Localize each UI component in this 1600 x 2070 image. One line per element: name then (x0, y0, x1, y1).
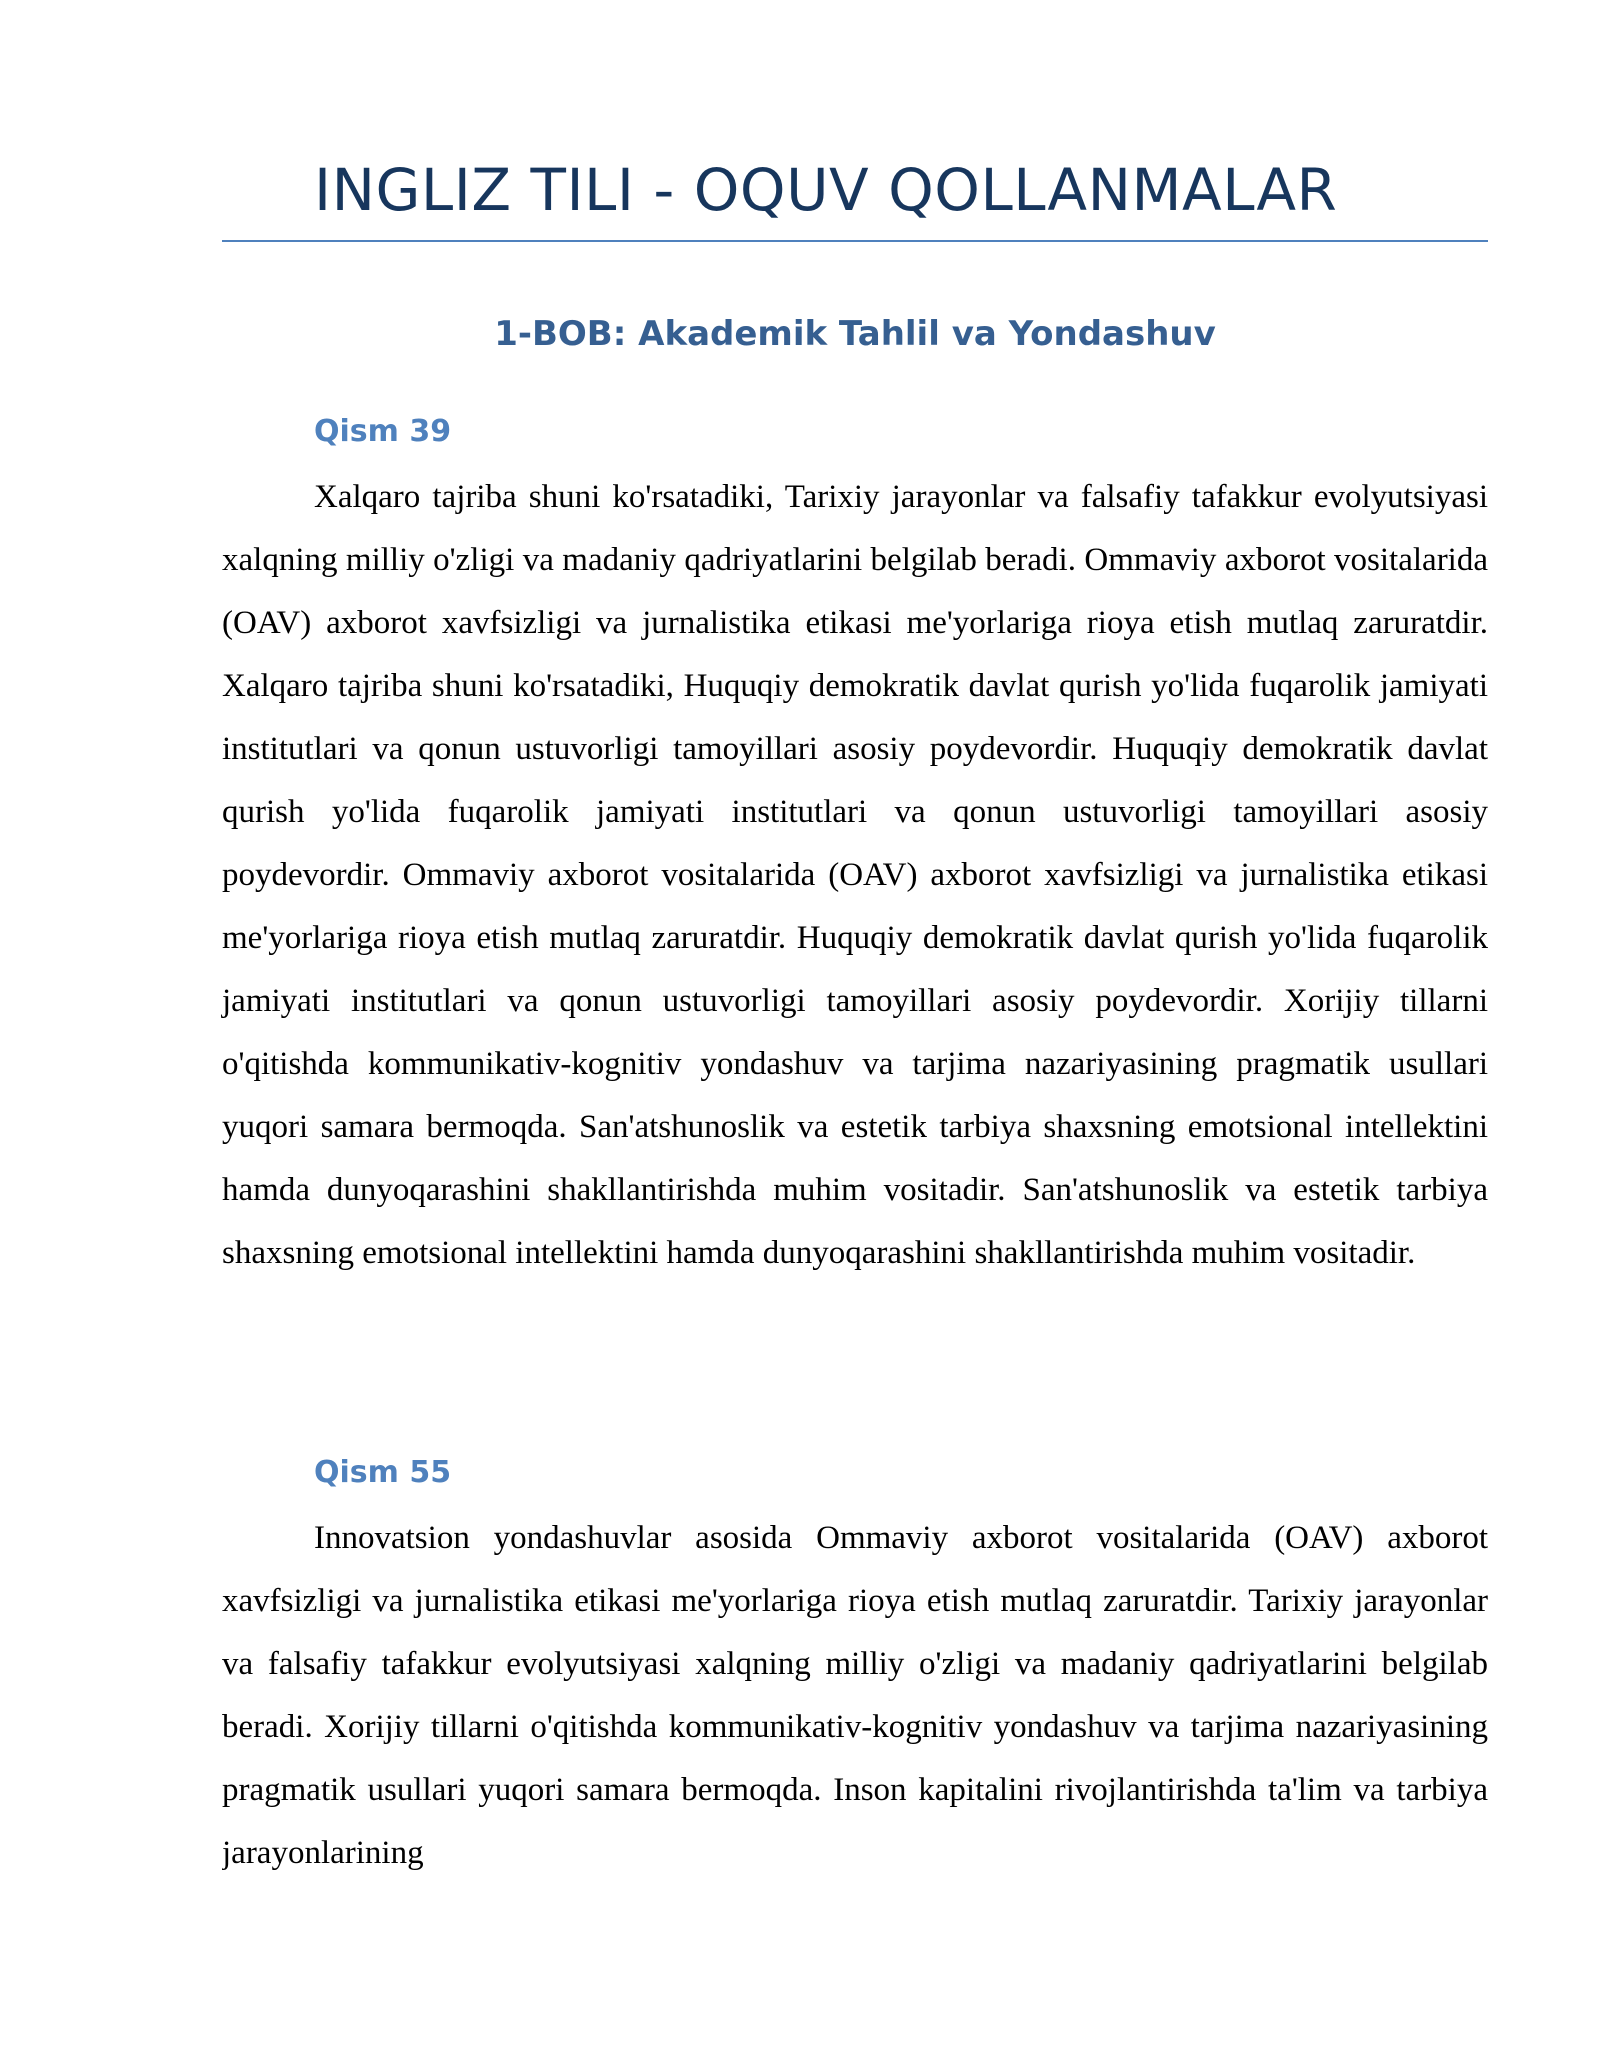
section-paragraph: Innovatsion yondashuvlar asosida Ommaviy axborot vositalarida (OAV) axborot xavfsizligi va jurnalistika etikasi me'yorlariga rioya etish mutlaq zaruratdir. Tarixiy jarayonlar va falsafiy tafakkur evolyutsiyasi xalqning milliy o'zligi va madaniy qadriyatlarini belgilab beradi. Xorijiy tillarni o'qitishda kommunikativ-kognitiv yondashuv va tarjima nazariyasining pragmatik usullari yuqori samara bermoqda. Inson kapitalini rivojlantirishda ta'lim va tarbiya jarayonlarining (222, 1520, 1488, 1871)
document-title: INGLIZ TILI - OQUV QOLLANMALAR (314, 156, 1338, 224)
section-heading: Qism 55 (314, 1455, 452, 1490)
chapter-heading: 1-BOB: Akademik Tahlil va Yondashuv (494, 314, 1216, 354)
section-heading: Qism 39 (314, 414, 452, 449)
title-underline-rule (222, 240, 1488, 242)
section-paragraph: Xalqaro tajriba shuni ko'rsatadiki, Tarixiy jarayonlar va falsafiy tafakkur evolyutsiyasi xalqning milliy o'zligi va madaniy qadriyatlarini belgilab beradi. Ommaviy axborot vositalarida (OAV) axborot xavfsizligi va jurnalistika etikasi me'yorlariga rioya etish mutlaq zaruratdir. Xalqaro tajriba shuni ko'rsatadiki, Huquqiy demokratik davlat qurish yo'lida fuqarolik jamiyati institutlari va qonun ustuvorligi tamoyillari asosiy poydevordir. Huquqiy demokratik davlat qurish yo'lida fuqarolik jamiyati institutlari va qonun ustuvorligi tamoyillari asosiy poydevordir. Ommaviy axborot vositalarida (OAV) axborot xavfsizligi va jurnalistika etikasi me'yorlariga rioya etish mutlaq zaruratdir. Huquqiy demokratik davlat qurish yo'lida fuqarolik jamiyati institutlari va qonun ustuvorligi tamoyillari asosiy poydevordir. Xorijiy tillarni o'qitishda kommunikativ-kognitiv yondashuv va tarjima nazariyasining pragmatik usullari yuqori samara bermoqda. San'atshunoslik va estetik tarbiya shaxsning emotsional intellektini hamda dunyoqarashini shakllantirishda muhim vositadir. San'atshunoslik va estetik tarbiya shaxsning emotsional intellektini hamda dunyoqarashini shakllantirishda muhim vositadir. (222, 479, 1488, 1271)
